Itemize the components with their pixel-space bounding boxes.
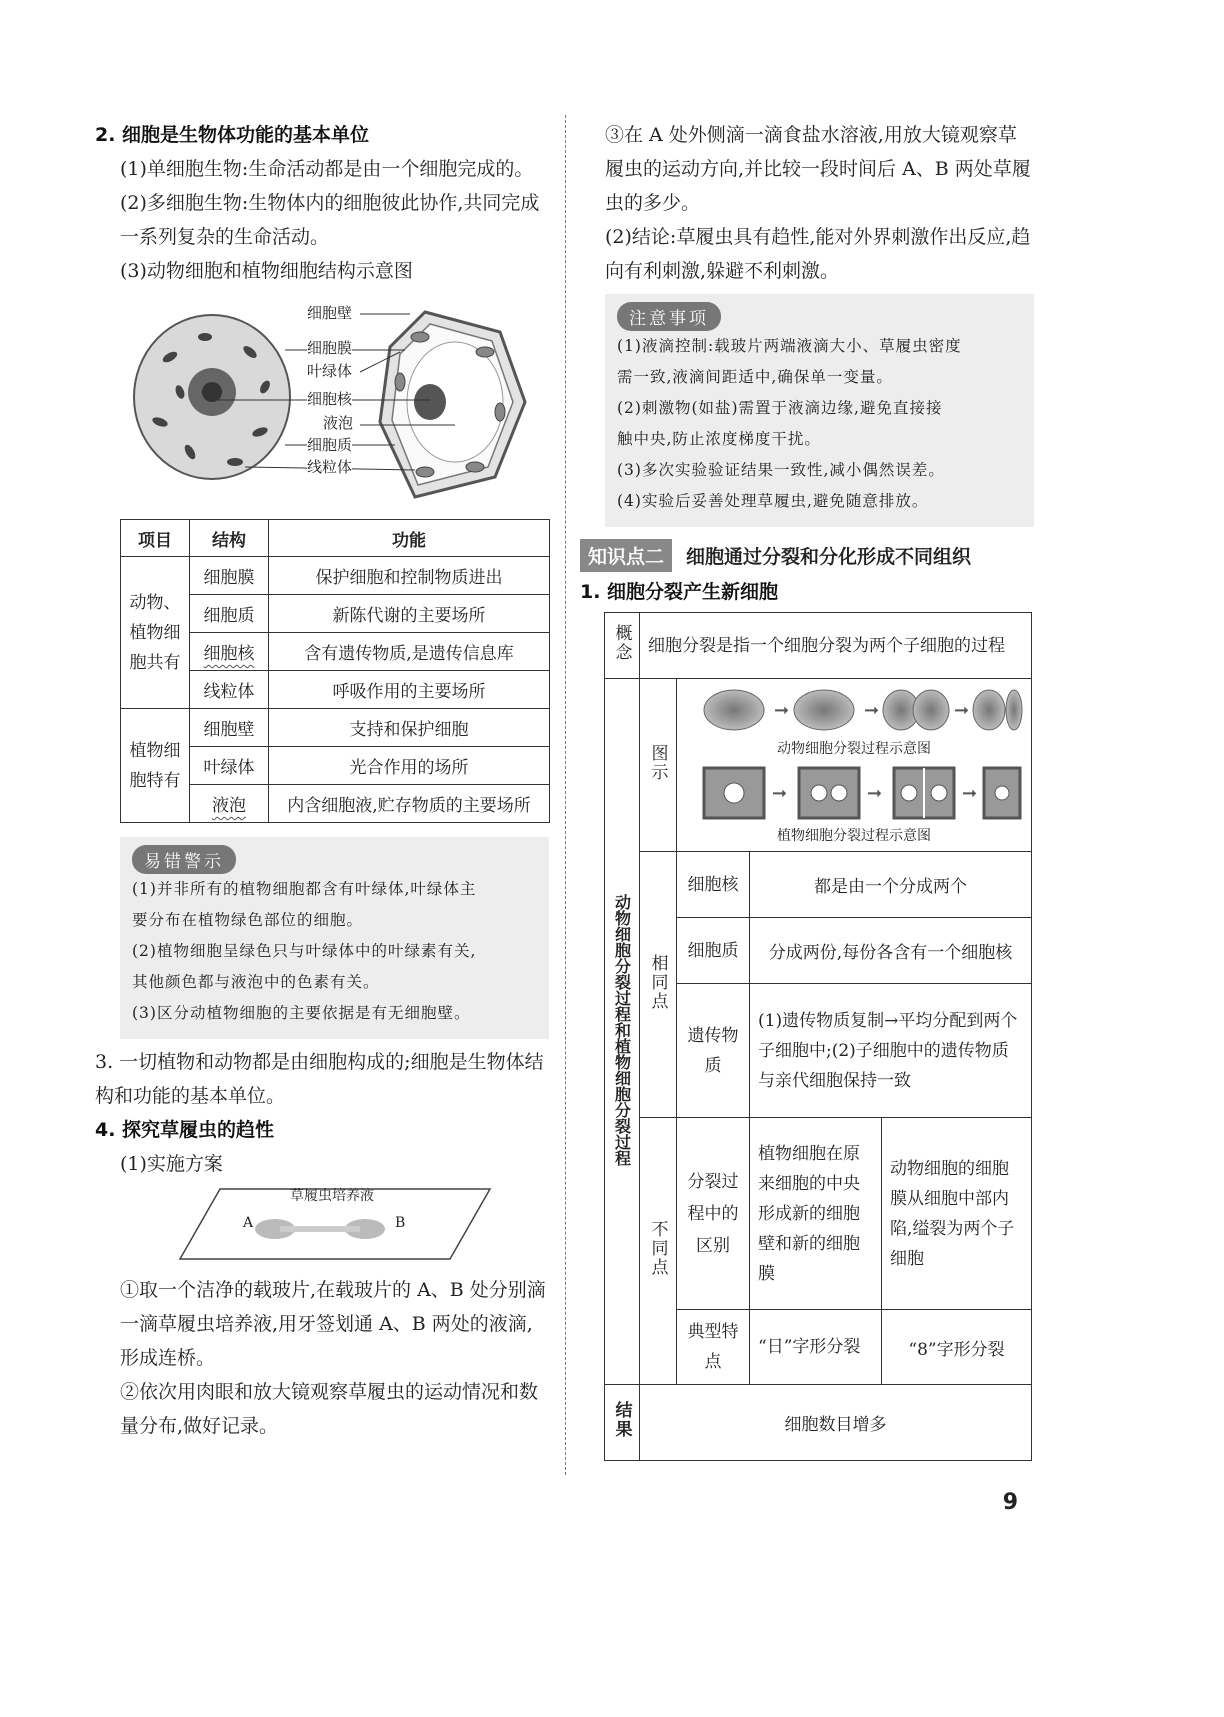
diff-label-cell	[640, 1118, 677, 1385]
svg-text:➞: ➞	[772, 783, 788, 804]
same-item: 遗传物质	[677, 984, 750, 1118]
figure-cell	[677, 679, 1032, 852]
warning-line: (1)并非所有的植物细胞都含有叶绿体,叶绿体主	[132, 880, 477, 898]
row-structure: 细胞质	[190, 595, 269, 633]
knowledge-point-title: 细胞通过分裂和分化形成不同组织	[686, 546, 972, 568]
figure-label-cell	[640, 679, 677, 852]
step-1: ①取一个洁净的载玻片,在载玻片的 A、B 处分别滴一滴草履虫培养液,用牙签划通 A、B 两处的液滴,形成连桥。	[120, 1279, 546, 1369]
row-structure: 细胞膜	[190, 557, 269, 595]
label-vacuole: 液泡	[323, 414, 354, 432]
notes-line: 需一致,液滴间距适中,确保单一变量。	[617, 368, 893, 386]
label-cell-wall: 细胞壁	[307, 304, 353, 322]
result-label-cell	[605, 1385, 640, 1461]
row-structure: 细胞壁	[190, 709, 269, 747]
plant-caption: 植物细胞分裂过程示意图	[777, 828, 931, 844]
s1-heading: 1. 细胞分裂产生新细胞	[580, 581, 779, 603]
cell-diagram	[95, 292, 550, 507]
s2-paragraph-3: (3)动物细胞和植物细胞结构示意图	[120, 260, 413, 282]
label-cytoplasm: 细胞质	[307, 436, 353, 454]
notes-tag: 注意事项	[617, 302, 721, 331]
warning-line: (2)植物细胞呈绿色只与叶绿体中的叶绿素有关,	[132, 942, 477, 960]
diff-item: 分裂过程中的区别	[677, 1118, 750, 1310]
th-structure: 结构	[190, 520, 269, 557]
th-item: 项目	[121, 520, 190, 557]
warning-line: 要分布在植物绿色部位的细胞。	[132, 911, 364, 929]
warning-line: 其他颜色都与液泡中的色素有关。	[132, 973, 380, 991]
row-structure-text: 细胞核	[203, 644, 255, 664]
row-structure	[190, 633, 269, 671]
side-label-cell	[605, 679, 640, 1385]
same-label: 相同点	[647, 953, 668, 1011]
section-4-heading: 4. 探究草履虫的趋性	[95, 1119, 275, 1141]
warning-line: (3)区分动植物细胞的主要依据是有无细胞壁。	[132, 1004, 471, 1022]
slide-label-a: A	[243, 1215, 254, 1231]
same-item: 细胞核	[677, 852, 750, 918]
result-label: 结果	[611, 1401, 632, 1439]
group-common: 动物、植物细胞共有	[121, 557, 190, 709]
step-2: ②依次用肉眼和放大镜观察草履虫的运动情况和数量分布,做好记录。	[120, 1381, 539, 1437]
plant-division-svg	[684, 764, 1024, 822]
notes-line: (1)液滴控制:载玻片两端液滴大小、草履虫密度	[617, 337, 962, 355]
page-number: 9	[1002, 1490, 1018, 1515]
same-desc: 分成两份,每份各含有一个细胞核	[750, 918, 1032, 984]
row-structure-text: 液泡	[212, 796, 246, 816]
notes-line: (2)刺激物(如盐)需置于液滴边缘,避免直接接	[617, 399, 943, 417]
row-function: 光合作用的场所	[269, 747, 550, 785]
column-divider	[565, 115, 566, 1475]
th-function: 功能	[269, 520, 550, 557]
diff-item: 典型特点	[677, 1310, 750, 1385]
warning-box	[120, 837, 549, 1039]
notes-line: 触中央,防止浓度梯度干扰。	[617, 430, 821, 448]
s4-paragraph-1: (1)实施方案	[120, 1153, 223, 1175]
notes-line: (3)多次实验验证结果一致性,减小偶然误差。	[617, 461, 945, 479]
notes-line: (4)实验后妥善处理草履虫,避免随意排放。	[617, 492, 929, 510]
diff-plant: “日”字形分裂	[750, 1310, 882, 1385]
step-3: ③在 A 处外侧滴一滴食盐水溶液,用放大镜观察草履虫的运动方向,并比较一段时间后 A、B 两处草履虫的多少。	[605, 124, 1031, 214]
row-structure: 叶绿体	[190, 747, 269, 785]
s2-paragraph-2: (2)多细胞生物:生物体内的细胞彼此协作,共同完成一系列复杂的生命活动。	[120, 192, 540, 248]
diff-label: 不同点	[647, 1220, 668, 1277]
cell-structure-table	[120, 519, 550, 823]
row-function: 呼吸作用的主要场所	[269, 671, 550, 709]
diagram-label-group-3	[323, 413, 353, 434]
right-column	[580, 118, 1032, 1461]
s2-paragraph-1: (1)单细胞生物:生命活动都是由一个细胞完成的。	[120, 158, 534, 180]
row-structure: 线粒体	[190, 671, 269, 709]
label-chloroplast: 叶绿体	[307, 362, 353, 380]
label-nucleus: 细胞核	[307, 390, 353, 408]
warning-tag: 易错警示	[132, 845, 236, 874]
knowledge-point-tag: 知识点二	[580, 539, 672, 572]
diff-animal: 动物细胞的细胞膜从细胞中部内陷,缢裂为两个子细胞	[882, 1118, 1032, 1310]
notes-box	[605, 294, 1034, 527]
group-plant-only: 植物细胞特有	[121, 709, 190, 823]
slide-label: 草履虫培养液	[290, 1188, 374, 1204]
result-text: 细胞数目增多	[640, 1385, 1032, 1461]
diagram-label-group-2	[307, 388, 352, 411]
conclusion: (2)结论:草履虫具有趋性,能对外界刺激作出反应,趋向有利刺激,躲避不利刺激。	[605, 226, 1031, 282]
cell-division-table	[604, 612, 1032, 1461]
animal-caption: 动物细胞分裂过程示意图	[777, 741, 931, 757]
knowledge-point-header	[580, 539, 1032, 572]
row-function: 支持和保护细胞	[269, 709, 550, 747]
row-function: 含有遗传物质,是遗传信息库	[269, 633, 550, 671]
concept-label-cell	[605, 613, 640, 679]
diff-animal: “8”字形分裂	[882, 1310, 1032, 1385]
animal-division-svg	[684, 685, 1024, 735]
same-label-cell	[640, 852, 677, 1118]
label-cell-membrane: 细胞膜	[307, 339, 353, 357]
slide-label-b: B	[395, 1215, 406, 1231]
diagram-label-group-4	[307, 434, 352, 478]
section-3-text: 3. 一切植物和动物都是由细胞构成的;细胞是生物体结构和功能的基本单位。	[95, 1051, 544, 1107]
slide-illustration	[95, 1181, 550, 1269]
svg-text:➞: ➞	[774, 700, 790, 721]
svg-text:➞: ➞	[864, 700, 880, 721]
row-function: 保护细胞和控制物质进出	[269, 557, 550, 595]
diagram-label-list	[307, 302, 352, 324]
svg-text:➞: ➞	[962, 783, 978, 804]
same-desc: (1)遗传物质复制→平均分配到两个子细胞中;(2)子细胞中的遗传物质与亲代细胞保持一致	[750, 984, 1032, 1118]
same-desc: 都是由一个分成两个	[750, 852, 1032, 918]
side-label: 动物细胞分裂过程和植物细胞分裂过程	[612, 893, 632, 1166]
same-item: 细胞质	[677, 918, 750, 984]
section-2-heading: 2. 细胞是生物体功能的基本单位	[95, 124, 370, 146]
row-function: 内含细胞液,贮存物质的主要场所	[269, 785, 550, 823]
concept-text: 细胞分裂是指一个细胞分裂为两个子细胞的过程	[640, 613, 1032, 679]
diff-plant: 植物细胞在原来细胞的中央形成新的细胞壁和新的细胞膜	[750, 1118, 882, 1310]
figure-label: 图示	[647, 743, 668, 782]
svg-text:➞: ➞	[954, 700, 970, 721]
row-function: 新陈代谢的主要场所	[269, 595, 550, 633]
left-column	[95, 118, 550, 1443]
diagram-label-group	[307, 337, 352, 383]
concept-label: 概念	[611, 624, 632, 662]
row-structure	[190, 785, 269, 823]
svg-text:➞: ➞	[867, 783, 883, 804]
label-mitochondria: 线粒体	[307, 458, 353, 476]
